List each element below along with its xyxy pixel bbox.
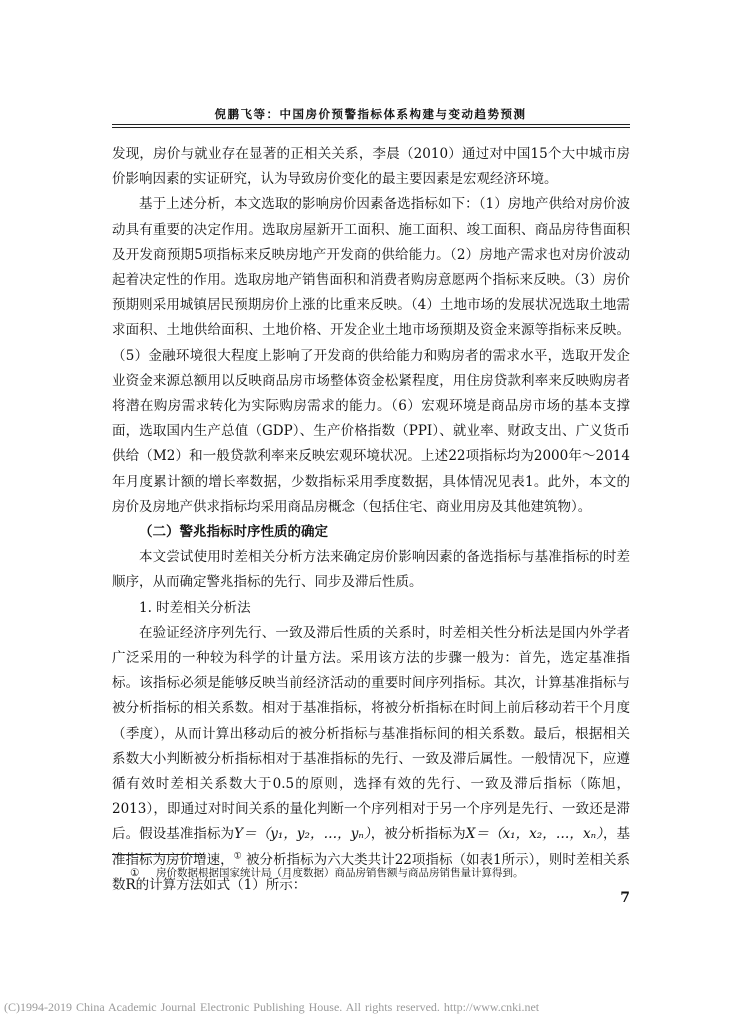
paragraph-4-mid2: ，基准指标为房价增速， xyxy=(112,826,631,868)
footnote-mark: ① xyxy=(130,867,140,879)
copyright-watermark: (C)1994-2019 China Academic Journal Electronic Publishing House. All rights reserved. http://www.cnki.net xyxy=(4,1000,540,1014)
paragraph-4 xyxy=(112,621,630,898)
paragraph-3: 本文尝试使用时差相关分析方法来确定房价影响因素的备选指标与基准指标的时差顺序，从而确定警兆指标的先行、同步及滞后性质。 xyxy=(112,549,630,591)
section-heading: （二）警兆指标时序性质的确定 xyxy=(139,524,328,541)
body-text xyxy=(112,142,630,898)
paragraph-1: 发现，房价与就业存在显著的正相关关系，李晨（2010）通过对中国15个大中城市房价影响因素的实证研究，认为导致房价变化的最主要因素是宏观经济环境。 xyxy=(112,146,630,188)
footnote-rule xyxy=(112,854,204,855)
math-analyzed-x: X＝（x₁，x₂，…，xₙ） xyxy=(465,826,603,843)
running-header: 倪鹏飞等：中国房价预警指标体系构建与变动趋势预测 xyxy=(214,107,527,121)
paragraph-4-text: 在验证经济序列先行、一致及滞后性质的关系时，时差相关性分析法是国内外学者广泛采用的一种较为科学的计量方法。采用该方法的步骤一般为：首先，选定基准指标。该指标必须是能够反映当前经济活动的重要时间序列指标。其次，计算基准指标与被分析指标的相关系数。相对于基准指标，将被分析指标在时间上前后移动若干个月度（季度），从而计算出移动后的被分析指标与基准指标间的相关系数。最后，根据相关系数大小判断被分析指标相对于基准指标的先行、一致及滞后属性。一般情况下，应遵循有效时差相关系数大于0.5的原则，选择有效的先行、一致及滞后指标（陈旭，2013），即通过对时间关系的量化判断一个序列相对于另一个序列是先行、一致还是滞后。假设基准指标为 xyxy=(112,624,630,843)
header-rule xyxy=(112,124,630,128)
paragraph-2: 基于上述分析，本文选取的影响房价因素备选指标如下：（1）房地产供给对房价波动具有重要的决定作用。选取房屋新开工面积、施工面积、竣工面积、商品房待售面积及开发商预期5项指标来反映房地产开发商的供给能力。（2）房地产需求也对房价波动起着决定性的作用。选取房地产销售面积和消费者购房意愿两个指标来反映。（3）房价预期则采用城镇居民预期房价上涨的比重来反映。（4）土地市场的发展状况选取土地需求面积、土地供给面积、土地价格、开发企业土地市场预期及资金来源等指标来反映。（5）金融环境很大程度上影响了开发商的供给能力和购房者的需求水平，选取开发企业资金来源总额用以反映商品房市场整体资金松紧程度，用住房贷款利率来反映购房者将潜在购房需求转化为实际购房需求的能力。（6）宏观环境是商品房市场的基本支撑面，选取国内生产总值（GDP）、生产价格指数（PPI）、就业率、财政支出、广义货币供给（M2）和一般贷款利率来反映宏观环境状况。上述22项指标均为2000年～2014年月度累计额的增长率数据，少数指标采用季度数据，具体情况见表1。此外，本文的房价及房地产供求指标均采用商品房概念（包括住宅、商业用房及其他建筑物）。 xyxy=(112,196,630,515)
math-benchmark-y: Y＝（y₁，y₂，…，yₙ） xyxy=(234,826,371,843)
footnote-reference[interactable]: ① xyxy=(233,851,242,862)
footnote-text: 房价数据根据国家统计局（月度数据）商品房销售额与商品房销售量计算得到。 xyxy=(156,867,524,879)
subsection-heading: 1. 时差相关分析法 xyxy=(139,599,251,616)
paragraph-4-end: 被分析指标为六大类共计22项指标（如表1所示），则时差相关系数R的计算方法如式（1）所示： xyxy=(112,851,630,893)
page-number: 7 xyxy=(620,890,630,906)
paragraph-4-mid: ，被分析指标为 xyxy=(370,826,466,843)
footnote xyxy=(130,866,630,880)
